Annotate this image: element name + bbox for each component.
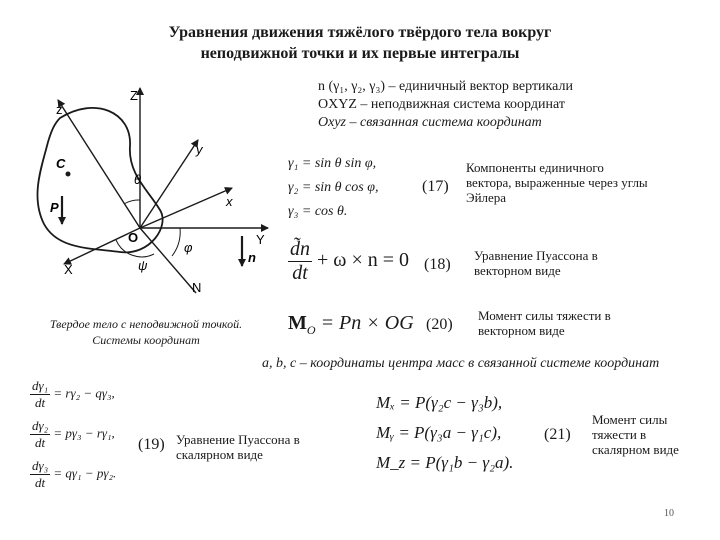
equation-21 <box>376 388 513 478</box>
eq21-description <box>592 412 712 457</box>
eq17-line-1: γ₁ = sin θ sin φ, <box>288 156 377 171</box>
z-axis <box>58 100 140 228</box>
n-label: n <box>248 250 256 265</box>
eq21-row-2: Mᵧ = P(γ₃a − γ₁c), <box>376 423 502 442</box>
body-outline <box>37 108 162 252</box>
info-line-vertical: n (γ₁, γ₂, γ₃) – единичный вектор вертикали <box>318 79 573 94</box>
X-upper-label: X <box>64 262 73 277</box>
eq18-number: (18) <box>424 256 451 273</box>
figure-caption <box>26 316 266 348</box>
eq21-number: (21) <box>544 426 571 443</box>
eq19-row-2-den: dt <box>35 435 46 450</box>
theta-arc <box>124 200 140 204</box>
caption-line-2: Системы координат <box>92 333 200 347</box>
eq20-desc-line-1: Момент силы тяжести в <box>478 308 611 323</box>
eq19-row-1-den: dt <box>35 395 46 410</box>
eq17-line-2: γ₂ = sin θ cos φ, <box>288 180 379 195</box>
eq18-description <box>474 248 694 278</box>
eq18-desc-line-2: векторном виде <box>474 263 561 278</box>
equation-17 <box>288 152 378 224</box>
eq17-number: (17) <box>422 178 449 195</box>
eq19-desc-line-1: Уравнение Пуассона в <box>176 432 300 447</box>
eq20-desc-line-2: векторном виде <box>478 323 565 338</box>
O-label: O <box>128 230 139 245</box>
z-lower-label: z <box>56 102 63 117</box>
eq19-row-3-fraction <box>30 458 50 491</box>
eq19-row-3-num: dγ₃ <box>32 458 49 473</box>
eq19-row-3-rhs: = qγ₁ − pγ₂. <box>53 465 117 481</box>
eq17-description <box>466 160 716 205</box>
eq19-row-1-rhs: = rγ₂ − qγ₃, <box>53 385 115 401</box>
eq18-desc-line-1: Уравнение Пуассона в <box>474 248 598 263</box>
equation-20 <box>288 312 414 338</box>
theta-label: θ <box>134 172 142 187</box>
eq21-desc-line-1: Момент силы <box>592 412 668 427</box>
Z-upper-label: Z <box>130 88 138 103</box>
eq21-desc-line-3: скалярном виде <box>592 442 679 457</box>
eq19-row-2 <box>30 418 116 458</box>
eq19-row-1-fraction <box>30 378 50 411</box>
eq18-numerator: d̃n <box>290 238 310 260</box>
eq19-row-2-fraction <box>30 418 50 451</box>
eq18-denominator: dt <box>292 262 308 284</box>
eq19-row-1 <box>30 378 116 418</box>
eq17-desc-line-2: вектора, выраженные через углы <box>466 175 648 190</box>
node-line <box>140 228 196 293</box>
phi-arc <box>172 228 180 256</box>
eq17-desc-line-1: Компоненты единичного <box>466 160 604 175</box>
eq20-sub: O <box>306 323 316 337</box>
rigid-body-diagram <box>20 78 280 308</box>
eq17-line-3: γ₃ = cos θ. <box>288 204 348 219</box>
x-lower-label: x <box>226 194 233 209</box>
phi-label: φ <box>184 240 193 255</box>
eq19-description <box>176 432 346 462</box>
eq21-row-3: M_z = P(γ₁b − γ₂a). <box>376 453 514 472</box>
eq20-rhs: = Pn × OG <box>320 312 414 334</box>
C-label: C <box>56 156 66 171</box>
eq19-row-3-den: dt <box>35 475 46 490</box>
info-line-fixed-system: OXYZ – неподвижная система координат <box>318 97 565 112</box>
caption-line-1: Твердое тело с неподвижной точкой. <box>49 317 243 331</box>
eq21-desc-line-2: тяжести в <box>592 427 647 442</box>
eq19-row-1-num: dγ₁ <box>32 378 49 393</box>
title-line-1: Уравнения движения тяжёлого твёрдого тела вокруг <box>168 24 552 41</box>
coordinate-info <box>318 78 718 132</box>
eq18-fraction <box>288 238 312 285</box>
y-lower-label: y <box>196 142 203 157</box>
eq20-lhs: M <box>288 312 307 334</box>
eq20-number: (20) <box>426 316 453 333</box>
slide-title <box>40 22 680 64</box>
center-of-mass-note: a, b, c – координаты центра масс в связанной системе координат <box>262 356 660 371</box>
eq19-number: (19) <box>138 436 165 453</box>
P-label: P <box>50 200 59 215</box>
page-number: 10 <box>664 508 674 519</box>
eq18-rest: + ω × n = 0 <box>317 249 410 272</box>
eq20-description <box>478 308 698 338</box>
eq19-desc-line-2: скалярном виде <box>176 447 263 462</box>
psi-label: ψ <box>138 258 148 273</box>
center-of-mass-point <box>66 172 71 177</box>
equation-18 <box>288 238 409 285</box>
eq19-row-2-rhs: = pγ₃ − rγ₁, <box>53 425 115 441</box>
eq17-desc-line-3: Эйлера <box>466 190 507 205</box>
eq21-row-1: Mₓ = P(γ₂c − γ₃b), <box>376 393 503 412</box>
info-line-body-system: Oxyz – связанная система координат <box>318 115 542 130</box>
equation-19 <box>30 378 116 498</box>
eq19-row-3 <box>30 458 116 498</box>
N-label: N <box>192 280 202 295</box>
Y-upper-label: Y <box>256 232 265 247</box>
title-line-2: неподвижной точки и их первые интегралы <box>200 45 520 62</box>
eq19-row-2-num: dγ₂ <box>32 418 49 433</box>
